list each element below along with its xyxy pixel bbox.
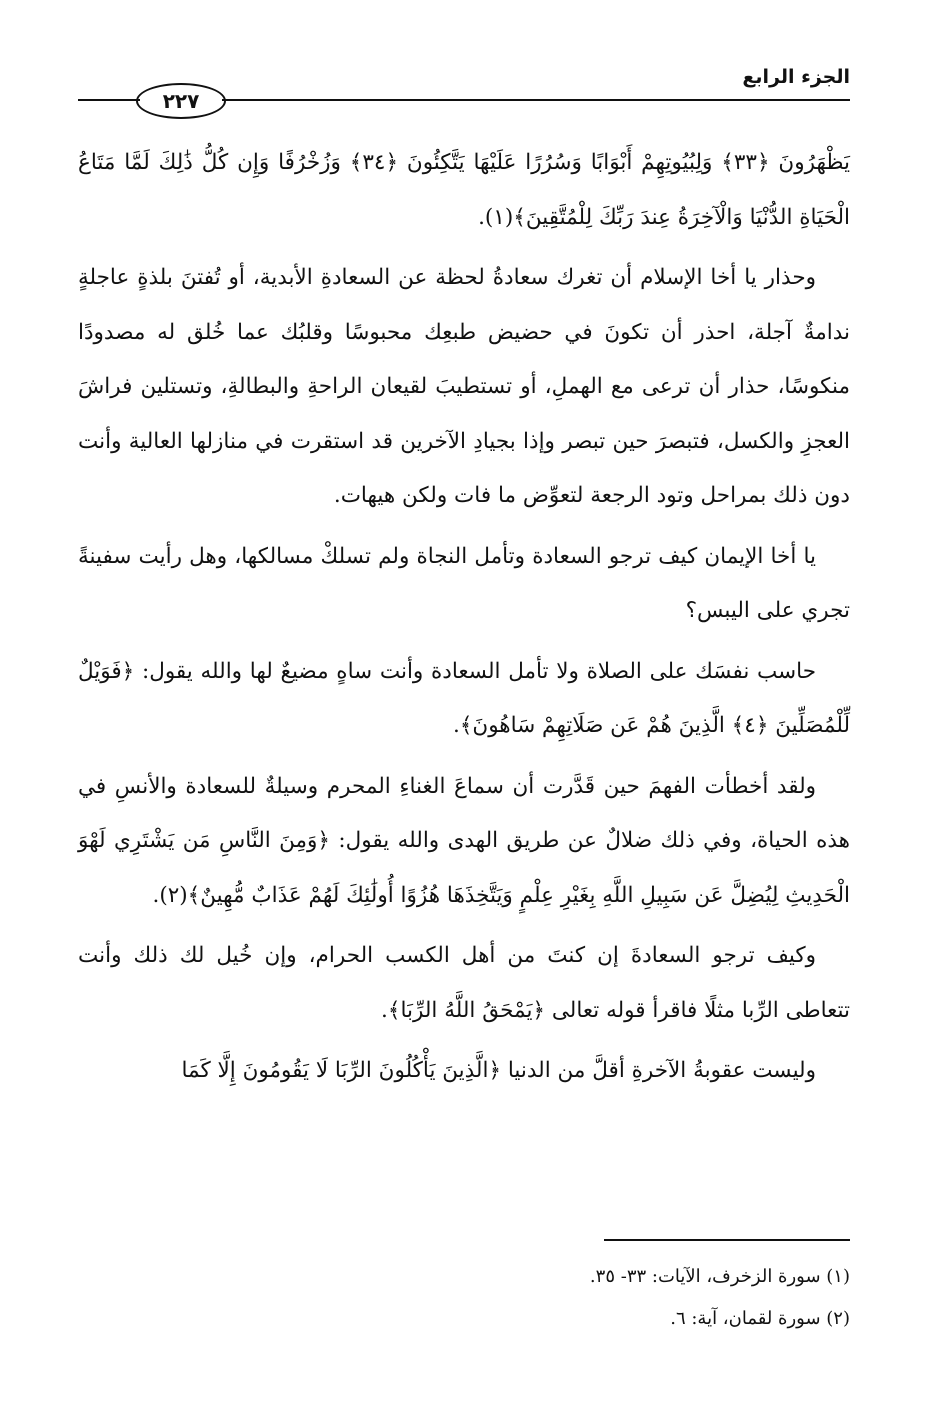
header-rule-right	[222, 99, 850, 101]
paragraph: ولقد أخطأت الفهمَ حين قَدَّرت أن سماعَ الغناءِ المحرم وسيلةٌ للسعادة والأنسِ في هذه الحياة، وفي ذلك ضلالٌ عن طريق الهدى والله يقول: ﴿وَمِنَ النَّاسِ مَن يَشْتَرِي لَهْوَ الْحَدِيثِ لِيُضِلَّ عَن سَبِيلِ اللَّهِ بِغَيْرِ عِلْمٍ وَيَتَّخِذَهَا هُزُوًا أُولَٰئِكَ لَهُمْ عَذَابٌ مُّهِينٌ﴾(٢).	[78, 773, 850, 908]
footnote-separator	[604, 1239, 850, 1241]
page-header	[78, 58, 850, 118]
running-header-title: الجزء الرابع	[742, 66, 850, 88]
main-text	[78, 136, 850, 1105]
header-rule-left	[78, 99, 140, 101]
page-number: ٢٢٧	[136, 83, 226, 119]
paragraph-verse-continuation: يَظْهَرُونَ ﴿٣٣﴾ وَلِبُيُوتِهِمْ أَبْوَابًا وَسُرُرًا عَلَيْهَا يَتَّكِئُونَ ﴿٣٤﴾ وَزُخْرُفًا وَإِن كُلُّ ذَٰلِكَ لَمَّا مَتَاعُ الْحَيَاةِ الدُّنْيَا وَالْآخِرَةُ عِندَ رَبِّكَ لِلْمُتَّقِينَ﴾(١).	[78, 150, 850, 230]
paragraph: وحذار يا أخا الإسلام أن تغرك سعادةُ لحظة عن السعادةِ الأبدية، أو تُفتنَ بلذةٍ عاجلةٍ ندامةٌ آجلة، احذر أن تكونَ في حضيض طبعِك محبوسًا وقلبُك عما خُلق له مصدودًا منكوسًا، حذار أن ترعى مع الهملِ، أو تستطيبَ لقيعان الراحةِ والبطالةِ، وتستلين فراشَ العجزِ والكسل، فتبصرَ حين تبصر وإذا بجيادِ الآخرين قد استقرت في منازلها العالية وأنت دون ذلك بمراحل وتود الرجعة لتعوِّض ما فات ولكن هيهات.	[78, 265, 850, 508]
paragraph: حاسب نفسَك على الصلاة ولا تأمل السعادة وأنت ساهٍ مضيعٌ لها والله يقول: ﴿فَوَيْلٌ لِّلْمُصَلِّينَ ﴿٤﴾ الَّذِينَ هُمْ عَن صَلَاتِهِمْ سَاهُونَ﴾.	[78, 658, 850, 738]
paragraph: وليست عقوبةُ الآخرةِ أقلَّ من الدنيا ﴿الَّذِينَ يَأْكُلُونَ الرِّبَا لَا يَقُومُونَ إِلَّا كَمَا	[181, 1058, 816, 1083]
paragraph: وكيف ترجو السعادةَ إن كنتَ من أهل الكسب الحرام، وإن خُيل لك ذلك وأنت تتعاطى الرِّبا مثلًا فاقرأ قوله تعالى ﴿يَمْحَقُ اللَّهُ الرِّبَا﴾.	[78, 943, 850, 1023]
paragraph: يا أخا الإيمان كيف ترجو السعادة وتأمل النجاة ولم تسلكْ مسالكها، وهل رأيت سفينةً تجري على اليبس؟	[78, 543, 850, 623]
footnotes	[78, 1256, 850, 1340]
footnote-1: (١) سورة الزخرف، الآيات: ٣٣- ٣٥.	[589, 1266, 850, 1287]
footnote-2: (٢) سورة لقمان، آية: ٦.	[670, 1308, 850, 1329]
